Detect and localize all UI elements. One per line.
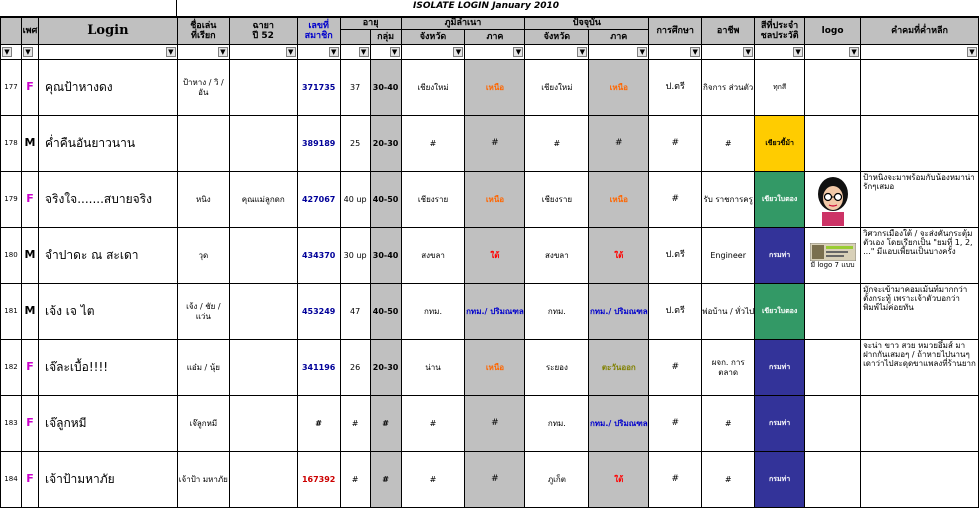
current-province-cell: เชียงราย xyxy=(525,172,589,228)
header-quote: คำคมที่ค่ำหลีก xyxy=(861,18,979,45)
row-number: 182 xyxy=(1,340,22,396)
filter-dropdown-icon[interactable]: ▼ xyxy=(2,47,12,57)
header-logo: logo xyxy=(805,18,861,45)
row-number: 178 xyxy=(1,116,22,172)
current-region-cell: ใต้ xyxy=(589,452,649,508)
filter-cell xyxy=(1,45,22,60)
member-id-cell: 427067 xyxy=(297,172,340,228)
rank-cell xyxy=(229,340,297,396)
member-id-cell: 434370 xyxy=(297,228,340,284)
home-province-cell: เชียงราย xyxy=(401,172,465,228)
logo-cell xyxy=(805,340,861,396)
age-cell: # xyxy=(340,452,370,508)
filter-dropdown-icon[interactable]: ▼ xyxy=(793,47,803,57)
filter-cell xyxy=(649,45,702,60)
occupation-cell: # xyxy=(702,396,755,452)
sex-cell: M xyxy=(21,284,38,340)
header-color-l1: สีที่ประจำ xyxy=(761,20,799,31)
current-region-cell: ตะวันออก xyxy=(589,340,649,396)
quote-cell xyxy=(861,452,979,508)
home-region-cell: เหนือ xyxy=(465,172,525,228)
nickname-cell: เจ้าป้า มหาภัย xyxy=(177,452,229,508)
header-nickname xyxy=(177,18,229,45)
header-member-id xyxy=(297,18,340,45)
age-cell: 26 xyxy=(340,340,370,396)
header-rank xyxy=(229,18,297,45)
rank-cell xyxy=(229,452,297,508)
header-education: การศึกษา xyxy=(649,18,702,45)
quote-cell: ป้าหนิงจะมาพร้อมกับน้องหมาน่ารักๆเสมอ xyxy=(861,172,979,228)
table-row xyxy=(1,172,979,228)
age-group-cell: 20-30 xyxy=(370,340,401,396)
education-cell: # xyxy=(649,116,702,172)
header-rank-l1: ฉายา xyxy=(252,20,274,31)
age-cell: 47 xyxy=(340,284,370,340)
education-cell: ป.ตรี xyxy=(649,60,702,116)
title-bar xyxy=(0,0,979,17)
sex-cell: M xyxy=(21,116,38,172)
rank-cell xyxy=(229,116,297,172)
filter-dropdown-icon[interactable]: ▼ xyxy=(453,47,463,57)
header-sex: เพศ xyxy=(21,18,38,45)
filter-dropdown-icon[interactable]: ▼ xyxy=(577,47,587,57)
education-cell: ป.ตรี xyxy=(649,228,702,284)
rank-cell xyxy=(229,284,297,340)
current-province-cell: ภูเก็ต xyxy=(525,452,589,508)
header-nickname-l1: ชื่อเล่น xyxy=(190,20,217,31)
filter-cell xyxy=(229,45,297,60)
header-occupation: อาชีพ xyxy=(702,18,755,45)
current-region-cell: กทม./ ปริมณฑล xyxy=(589,396,649,452)
header-cur-region: ภาค xyxy=(589,30,649,45)
current-region-cell: ใต้ xyxy=(589,228,649,284)
quote-cell xyxy=(861,116,979,172)
home-region-cell: เหนือ xyxy=(465,340,525,396)
header-login: Login xyxy=(38,18,177,45)
nickname-cell: เจ้ง / ชัย / แว่น xyxy=(177,284,229,340)
nickname-cell: หนิง xyxy=(177,172,229,228)
age-group-cell: 30-40 xyxy=(370,228,401,284)
header-rank-l2: ปี 52 xyxy=(252,31,274,41)
color-cell: กรมท่า xyxy=(755,228,805,284)
login-name: เจ้ง เจ ไต xyxy=(38,284,177,340)
sex-cell: F xyxy=(21,452,38,508)
member-table xyxy=(0,17,979,508)
quote-cell xyxy=(861,396,979,452)
filter-dropdown-icon[interactable]: ▼ xyxy=(359,47,369,57)
education-cell: ป.ตรี xyxy=(649,284,702,340)
occupation-cell: กิจการ ส่วนตัว xyxy=(702,60,755,116)
occupation-cell: # xyxy=(702,452,755,508)
filter-cell xyxy=(370,45,401,60)
table-row xyxy=(1,396,979,452)
home-region-cell: เหนือ xyxy=(465,60,525,116)
sex-cell: M xyxy=(21,228,38,284)
age-group-cell: 20-30 xyxy=(370,116,401,172)
occupation-cell: ผจก. การตลาด xyxy=(702,340,755,396)
color-cell: กรมท่า xyxy=(755,340,805,396)
current-province-cell: สงขลา xyxy=(525,228,589,284)
row-number: 177 xyxy=(1,60,22,116)
color-cell: กรมท่า xyxy=(755,452,805,508)
education-cell: # xyxy=(649,172,702,228)
filter-cell xyxy=(177,45,229,60)
color-cell: เขียวใบตอง xyxy=(755,284,805,340)
member-id-cell: 389189 xyxy=(297,116,340,172)
login-name: คุณป้าหางดง xyxy=(38,60,177,116)
current-region-cell: เหนือ xyxy=(589,172,649,228)
home-province-cell: # xyxy=(401,452,465,508)
filter-dropdown-icon[interactable]: ▼ xyxy=(743,47,753,57)
table-row xyxy=(1,284,979,340)
age-cell: 40 up xyxy=(340,172,370,228)
sheet-title: ISOLATE LOGIN January 2010 xyxy=(412,1,559,11)
filter-dropdown-icon[interactable]: ▼ xyxy=(849,47,859,57)
home-province-cell: # xyxy=(401,396,465,452)
member-id-cell: 341196 xyxy=(297,340,340,396)
filter-cell xyxy=(702,45,755,60)
occupation-cell: Engineer xyxy=(702,228,755,284)
filter-dropdown-icon[interactable]: ▼ xyxy=(329,47,339,57)
color-cell: เขียวใบตอง xyxy=(755,172,805,228)
filter-cell xyxy=(805,45,861,60)
filter-cell xyxy=(38,45,177,60)
quote-cell: มักจะเข้ามาคอมเม้นท์มากกว่าตั้งกระทู้ เพราะเจ้าตัวบอกว่า พิมพ์ไม่ค่อยทัน xyxy=(861,284,979,340)
login-name: เจ๊ลูกหมี xyxy=(38,396,177,452)
current-region-cell: เหนือ xyxy=(589,60,649,116)
color-cell: กรมท่า xyxy=(755,396,805,452)
nickname-cell: วุด xyxy=(177,228,229,284)
member-id-cell: # xyxy=(297,396,340,452)
login-name: เจ้าป้ามหาภัย xyxy=(38,452,177,508)
header-rownum xyxy=(1,18,22,45)
rank-cell xyxy=(229,396,297,452)
login-name: จริงใจ.......สบายจริง xyxy=(38,172,177,228)
filter-dropdown-icon[interactable]: ▼ xyxy=(218,47,228,57)
sex-cell: F xyxy=(21,172,38,228)
current-province-cell: กทม. xyxy=(525,396,589,452)
quote-cell xyxy=(861,60,979,116)
filter-cell xyxy=(861,45,979,60)
age-group-cell: # xyxy=(370,396,401,452)
filter-cell xyxy=(755,45,805,60)
login-name: จำปาดะ ณ สะเดา xyxy=(38,228,177,284)
table-row xyxy=(1,340,979,396)
header-age-group: กลุ่ม xyxy=(370,30,401,45)
filter-dropdown-icon[interactable]: ▼ xyxy=(166,47,176,57)
header-nickname-l2: ที่เรียก xyxy=(191,31,216,41)
row-number: 181 xyxy=(1,284,22,340)
current-province-cell: ระยอง xyxy=(525,340,589,396)
current-region-cell: กทม./ ปริมณฑล xyxy=(589,284,649,340)
filter-cell xyxy=(21,45,38,60)
age-cell: 37 xyxy=(340,60,370,116)
home-region-cell: # xyxy=(465,396,525,452)
home-province-cell: น่าน xyxy=(401,340,465,396)
header-color-l2: ชลประวัติ xyxy=(760,31,799,41)
age-cell: # xyxy=(340,396,370,452)
nickname-cell: แอ๋ม / นุ้ย xyxy=(177,340,229,396)
rank-cell xyxy=(229,60,297,116)
filter-dropdown-icon[interactable]: ▼ xyxy=(690,47,700,57)
header-home-province: จังหวัด xyxy=(401,30,465,45)
sex-cell: F xyxy=(21,60,38,116)
color-cell: เขียวขี้ม้า xyxy=(755,116,805,172)
logo-cell xyxy=(805,396,861,452)
login-name: ค่ำคืนอันยาวนาน xyxy=(38,116,177,172)
sex-cell: F xyxy=(21,396,38,452)
home-province-cell: เชียงใหม่ xyxy=(401,60,465,116)
table-row xyxy=(1,116,979,172)
table-row xyxy=(1,228,979,284)
home-province-cell: สงขลา xyxy=(401,228,465,284)
home-province-cell: กทม. xyxy=(401,284,465,340)
age-group-cell: 30-40 xyxy=(370,60,401,116)
header-member-id-l1: เลขที่ xyxy=(308,20,329,31)
home-province-cell: # xyxy=(401,116,465,172)
home-region-cell: # xyxy=(465,452,525,508)
age-group-cell: 40-50 xyxy=(370,284,401,340)
education-cell: # xyxy=(649,340,702,396)
logo-cell xyxy=(805,172,861,228)
home-region-cell: กทม./ ปริมณฑล xyxy=(465,284,525,340)
home-region-cell: # xyxy=(465,116,525,172)
age-cell: 25 xyxy=(340,116,370,172)
filter-cell xyxy=(401,45,465,60)
row-number: 179 xyxy=(1,172,22,228)
filter-cell xyxy=(525,45,589,60)
row-number: 180 xyxy=(1,228,22,284)
avatar-icon xyxy=(814,174,852,226)
rank-cell xyxy=(229,228,297,284)
header-cur-province: จังหวัด xyxy=(525,30,589,45)
header-home-region: ภาค xyxy=(465,30,525,45)
table-row xyxy=(1,60,979,116)
nickname-cell xyxy=(177,116,229,172)
current-province-cell: เชียงใหม่ xyxy=(525,60,589,116)
current-region-cell: # xyxy=(589,116,649,172)
nickname-cell: เจ๊ลูกหมี xyxy=(177,396,229,452)
filter-dropdown-icon[interactable]: ▼ xyxy=(286,47,296,57)
member-id-cell: 167392 xyxy=(297,452,340,508)
logo-cell xyxy=(805,284,861,340)
row-number: 183 xyxy=(1,396,22,452)
occupation-cell: # xyxy=(702,116,755,172)
occupation-cell: รับ ราชการครู xyxy=(702,172,755,228)
logo-cell xyxy=(805,60,861,116)
header-color xyxy=(755,18,805,45)
header-hometown: ภูมิลำเนา xyxy=(401,18,525,30)
filter-cell xyxy=(297,45,340,60)
occupation-cell: พ่อบ้าน / ทั่วไป xyxy=(702,284,755,340)
filter-dropdown-icon[interactable]: ▼ xyxy=(513,47,523,57)
table-row xyxy=(1,452,979,508)
education-cell: # xyxy=(649,396,702,452)
nickname-cell: ป้าหาง / วิ / อัน xyxy=(177,60,229,116)
education-cell: # xyxy=(649,452,702,508)
title-spacer xyxy=(0,0,177,16)
logo-cell xyxy=(805,452,861,508)
age-group-cell: # xyxy=(370,452,401,508)
login-name: เจ๊ละเบื้อ!!!! xyxy=(38,340,177,396)
sex-cell: F xyxy=(21,340,38,396)
member-id-cell: 371735 xyxy=(297,60,340,116)
logo-cell xyxy=(805,228,861,284)
filter-dropdown-icon[interactable]: ▼ xyxy=(967,47,977,57)
filter-cell xyxy=(340,45,370,60)
logo-cell xyxy=(805,116,861,172)
filter-dropdown-icon[interactable]: ▼ xyxy=(23,47,33,57)
age-group-cell: 40-50 xyxy=(370,172,401,228)
header-member-id-l2: สมาชิก xyxy=(304,31,333,41)
member-id-cell: 453249 xyxy=(297,284,340,340)
color-cell: ทุกสี xyxy=(755,60,805,116)
header-age-value xyxy=(340,30,370,45)
filter-cell xyxy=(465,45,525,60)
header-current: ปัจจุบัน xyxy=(525,18,649,30)
table-body xyxy=(1,60,979,508)
header-age: อายุ xyxy=(340,18,401,30)
quote-cell: วิศวกรเมืองใต้ / จะส่งคันกระตุ้มตัวเอง โดยเรียกเป็น "ยมที่ 1, 2, ..." มีแอบเพี้ยนเป็นบางครั้ง xyxy=(861,228,979,284)
filter-dropdown-icon[interactable]: ▼ xyxy=(390,47,400,57)
age-cell: 30 up xyxy=(340,228,370,284)
logo-thumbnail-icon xyxy=(810,243,856,261)
row-number: 184 xyxy=(1,452,22,508)
filter-cell xyxy=(589,45,649,60)
current-province-cell: # xyxy=(525,116,589,172)
home-region-cell: ใต้ xyxy=(465,228,525,284)
current-province-cell: กทม. xyxy=(525,284,589,340)
autofilter-row xyxy=(1,45,979,60)
rank-cell: คุณแม่ลูกดก xyxy=(229,172,297,228)
quote-cell: จะน่า ขาว สวย หมวยอึ๋มส์ มาฝากกันเสมอๆ / ถ้าหายไปนานๆ เดาว่าไปสะดุดขาแพลงที่ร้านยาก xyxy=(861,340,979,396)
filter-dropdown-icon[interactable]: ▼ xyxy=(637,47,647,57)
logo-caption: มี logo 7 แบบ xyxy=(810,261,855,270)
